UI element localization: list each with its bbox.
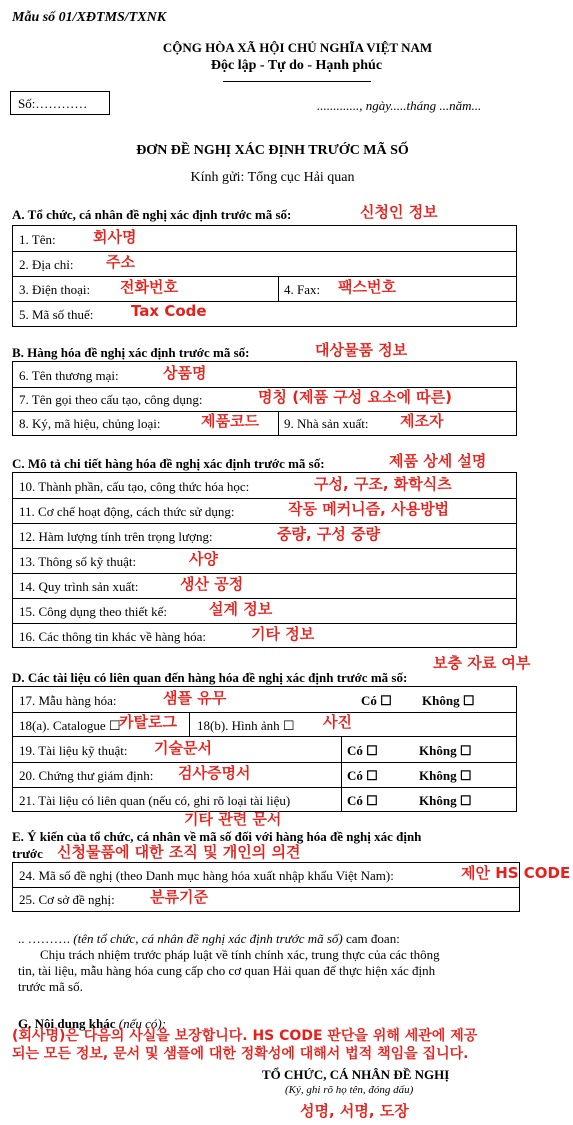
section-a-heading: A. Tổ chức, cá nhân đề nghị xác định trước mã số: (12, 207, 292, 222)
field-thong-tin-khac-label: 16. Các thông tin khác về hàng hóa: (19, 629, 207, 644)
section-g-title: G. Nội dung khác (18, 1016, 116, 1031)
field-thong-tin-khac-note: 기타 정보 (251, 625, 315, 643)
field-tai-lieu-lien-quan-note: 기타 관련 문서 (184, 810, 282, 828)
field-ten-goi-note: 명칭 (제품 구성 요소에 따른) (258, 388, 452, 406)
r18b-hinh-anh-checkbox[interactable]: 18(b). Hình ảnh ☐ (197, 718, 295, 733)
field-co-so-de-nghi-label: 25. Cơ sở đề nghị: (19, 892, 115, 907)
section-c-table (12, 472, 517, 648)
so-box (10, 91, 110, 115)
field-co-che-note: 작동 메커니즘, 사용방법 (288, 500, 450, 518)
field-dien-thoai-note: 전화번호 (120, 278, 178, 296)
form-title: ĐƠN ĐỀ NGHỊ XÁC ĐỊNH TRƯỚC MÃ SỐ (136, 143, 409, 158)
section-c-annotation: 제품 상세 설명 (389, 452, 487, 470)
r18b-note: 사진 (323, 713, 352, 731)
field-ham-luong-note: 중량, 구성 중량 (277, 525, 381, 543)
field-ma-so-de-nghi-label: 24. Mã số đề nghị (theo Danh mục hàng hóa xuất nhập khẩu Việt Nam): (19, 868, 394, 883)
field-cong-dung-label: 15. Công dụng theo thiết kế: (19, 604, 168, 619)
section-e-heading-line1: E. Ý kiến của tổ chức, cá nhân về mã số đối với hàng hóa đề nghị xác định (12, 829, 422, 844)
section-c-heading: C. Mô tả chi tiết hàng hóa đề nghị xác định trước mã số: (12, 456, 325, 471)
date-line: ............., ngày.....tháng ...năm... (317, 98, 482, 113)
field-ma-so-thue-label: 5. Mã số thuế: (19, 307, 94, 322)
section-e-annotation: 신청물품에 대한 조직 및 개인의 의견 (57, 843, 301, 861)
r21-khong-checkbox[interactable]: Không ☐ (419, 793, 472, 808)
pledge-cam-doan: cam đoan: (342, 931, 400, 946)
field-co-che-label: 11. Cơ chế hoạt động, cách thức sử dụng: (19, 504, 235, 519)
field-ten-note: 회사명 (93, 228, 137, 246)
section-e-table (12, 862, 571, 912)
section-d-annotation: 보충 자료 여부 (433, 654, 531, 672)
section-g-korean-line1: (회사명)은 다음의 사실을 보장합니다. HS CODE 판단을 위해 세관에 제공 (12, 1028, 478, 1044)
field-thong-so-label: 13. Thông số kỹ thuật: (19, 554, 137, 569)
r17-co-checkbox[interactable]: Có ☐ (361, 693, 392, 708)
field-co-so-de-nghi-note: 분류기준 (150, 888, 208, 906)
r19-khong-checkbox[interactable]: Không ☐ (419, 743, 472, 758)
section-d-table-bottom (12, 736, 517, 812)
form-code: Mẫu số 01/XĐTMS/TXNK (12, 10, 167, 25)
pledge-line1 (18, 931, 400, 947)
section-a-annotation: 신청인 정보 (360, 203, 438, 221)
field-ma-so-de-nghi-note: 제안 HS CODE (461, 864, 571, 882)
pledge-org-placeholder: (tên tổ chức, cá nhân đề nghị xác định trước mã số) (73, 931, 343, 946)
r20-khong-checkbox[interactable]: Không ☐ (419, 768, 472, 783)
field-nha-san-xuat-label: 9. Nhà sản xuất: (284, 416, 369, 431)
pledge-line2: Chịu trách nhiệm trước pháp luật về tính chính xác, trung thực của các thông (40, 947, 440, 962)
addressee: Kính gửi: Tổng cục Hải quan (190, 170, 355, 185)
field-ten-label: 1. Tên: (19, 232, 56, 247)
field-thanh-phan-label: 10. Thành phần, cấu tạo, công thức hóa học: (19, 479, 250, 494)
so-label: Số:………… (18, 96, 88, 111)
field-dien-thoai-label: 3. Điện thoại: (19, 282, 91, 297)
field-tai-lieu-ky-thuat-label: 19. Tài liệu kỹ thuật: (19, 743, 128, 758)
r17-khong-checkbox[interactable]: Không ☐ (422, 693, 475, 708)
field-mau-hang-hoa-label: 17. Mẫu hàng hóa: (19, 693, 117, 708)
nation-name: CỘNG HÒA XÃ HỘI CHỦ NGHĨA VIỆT NAM (162, 40, 433, 55)
field-tai-lieu-lien-quan-label: 21. Tài liệu có liên quan (nếu có, ghi rõ loại tài liệu) (19, 793, 291, 808)
signature-hint: (Ký, ghi rõ họ tên, đóng dấu) (285, 1084, 414, 1096)
field-cong-dung-note: 설계 정보 (209, 600, 273, 618)
section-g-korean-line2: 되는 모든 정보, 문서 및 샘플에 대한 정확성에 대해서 법적 책임을 집니다. (12, 1046, 469, 1062)
section-d-table-top (12, 686, 517, 737)
field-ten-thuong-mai-note: 상품명 (163, 364, 207, 382)
field-chung-thu-note: 검사증명서 (178, 764, 251, 782)
field-ma-so-thue-note: Tax Code (131, 302, 207, 320)
field-fax-label: 4. Fax: (284, 282, 321, 297)
field-nha-san-xuat-note: 제조자 (400, 412, 444, 430)
field-thong-so-note: 사양 (189, 550, 218, 568)
signature-note: 성명, 서명, 도장 (300, 1102, 409, 1120)
r18a-catalogue-checkbox[interactable]: 18(a). Catalogue ☐ (19, 718, 121, 733)
motto: Độc lập - Tự do - Hạnh phúc (210, 58, 383, 73)
field-dia-chi-label: 2. Địa chỉ: (19, 257, 74, 272)
pledge-line4: trước mã số. (18, 979, 83, 994)
field-fax-note: 팩스번호 (338, 278, 396, 296)
section-g-title-note: (nếu có): (118, 1016, 167, 1031)
section-b-table (12, 361, 517, 436)
section-e-heading-line2: trước (12, 846, 43, 861)
signature-title: TỔ CHỨC, CÁ NHÂN ĐỀ NGHỊ (262, 1067, 450, 1082)
pledge-line3: tin, tài liệu, mẫu hàng hóa cung cấp cho cơ quan Hải quan để thực hiện xác định (18, 963, 436, 978)
section-a-table (12, 225, 517, 327)
section-b-annotation: 대상물품 정보 (315, 341, 408, 359)
field-dia-chi-note: 주소 (106, 253, 135, 271)
field-tai-lieu-ky-thuat-note: 기술문서 (154, 739, 212, 757)
motto-underline (223, 81, 371, 82)
r19-co-checkbox[interactable]: Có ☐ (347, 743, 378, 758)
r20-co-checkbox[interactable]: Có ☐ (347, 768, 378, 783)
field-mau-hang-hoa-note: 샘플 유무 (163, 689, 227, 707)
section-b-heading: B. Hàng hóa đề nghị xác định trước mã số: (12, 345, 250, 360)
field-ky-ma-hieu-label: 8. Ký, mã hiệu, chủng loại: (19, 416, 161, 431)
r21-co-checkbox[interactable]: Có ☐ (347, 793, 378, 808)
field-ky-ma-hieu-note: 제품코드 (201, 412, 259, 430)
field-chung-thu-label: 20. Chứng thư giám định: (19, 768, 154, 783)
field-ten-thuong-mai-label: 6. Tên thương mại: (19, 368, 119, 383)
field-thanh-phan-note: 구성, 구조, 화학식츠 (314, 475, 452, 493)
pledge-dots: .. ………. (18, 931, 70, 946)
section-d-heading: D. Các tài liệu có liên quan đến hàng hóa đề nghị xác định trước mã số: (12, 670, 408, 685)
field-ham-luong-label: 12. Hàm lượng tính trên trọng lượng: (19, 529, 213, 544)
field-ten-goi-label: 7. Tên gọi theo cấu tạo, công dụng: (19, 392, 203, 407)
field-quy-trinh-note: 생산 공정 (180, 575, 244, 593)
field-quy-trinh-label: 14. Quy trình sản xuất: (19, 579, 139, 594)
r18a-note: 카탈로그 (119, 713, 177, 731)
